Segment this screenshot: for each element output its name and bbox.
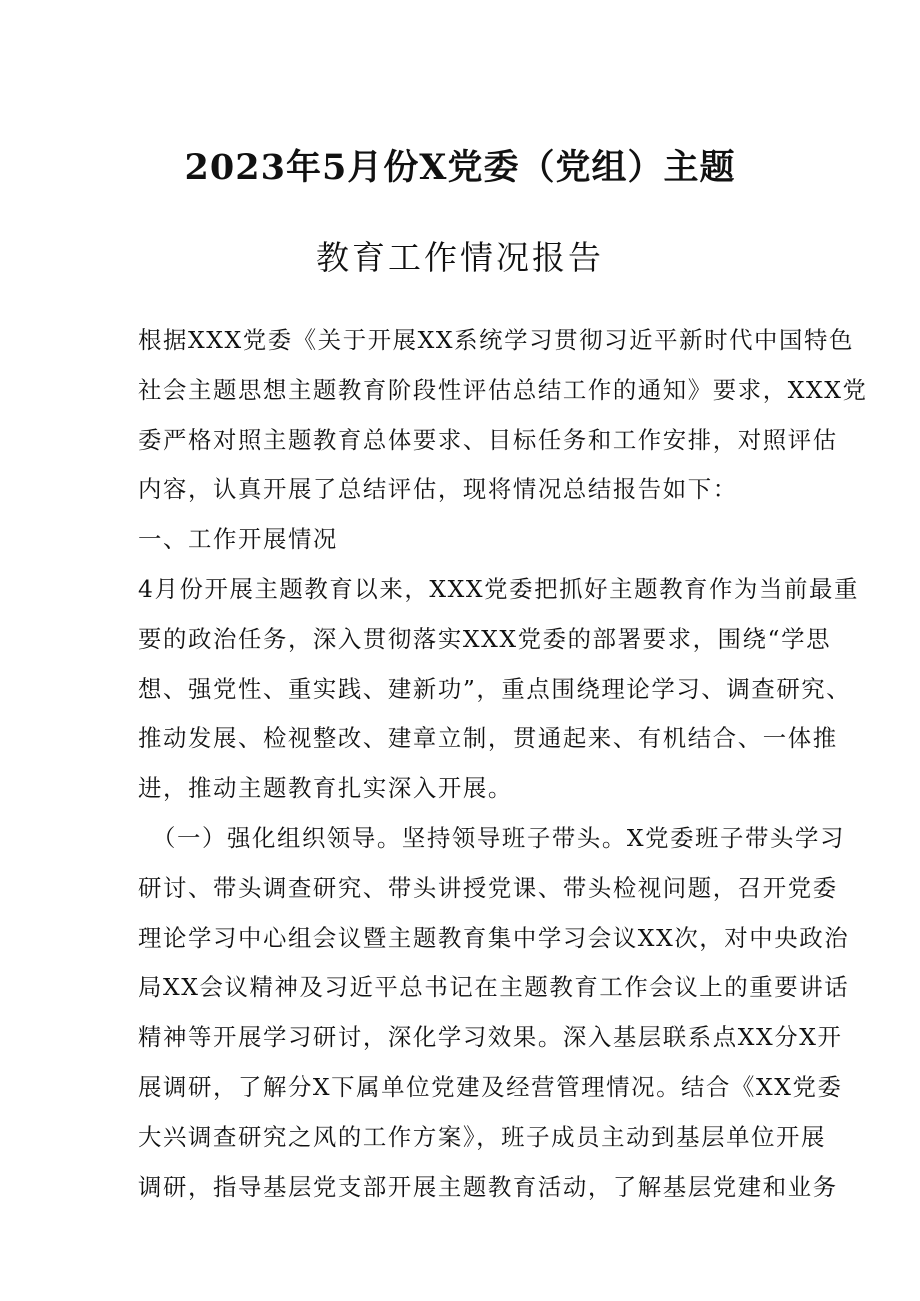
paragraph-line: 社会主题思想主题教育阶段性评估总结工作的通知》要求，XXX党 [138,375,868,404]
paragraph-line: 调研，指导基层党支部开展主题教育活动，了解基层党建和业务 [138,1172,838,1201]
paragraph-line: 要的政治任务，深入贯彻落实XXX党委的部署要求，围绕“学思 [138,624,832,653]
paragraph-line: 局XX会议精神及习近平总书记在主题教育工作会议上的重要讲话 [138,973,850,1002]
paragraph-line: 内容，认真开展了总结评估，现将情况总结报告如下： [138,475,738,504]
paragraph-line: 委严格对照主题教育总体要求、目标任务和工作安排，对照评估 [138,425,838,454]
subsection-heading-line: （一）强化组织领导。坚持领导班子带头。X党委班子带头学习 [152,823,845,852]
section-heading: 一、工作开展情况 [138,525,338,554]
paragraph-line: 4月份开展主题教育以来，XXX党委把抓好主题教育作为当前最重 [138,574,859,603]
document-body [138,316,868,1212]
paragraph-line: 进，推动主题教育扎实深入开展。 [138,774,513,803]
paragraph-line: 精神等开展学习研讨，深化学习效果。深入基层联系点XX分X开 [138,1023,843,1052]
document-title-line-2: 教育工作情况报告 [316,238,604,277]
paragraph-line: 根据XXX党委《关于开展XX系统学习贯彻习近平新时代中国特色 [138,326,855,354]
paragraph-line: 推动发展、检视整改、建章立制，贯通起来、有机结合、一体推 [138,724,838,753]
paragraph-line: 想、强党性、重实践、建新功”，重点围绕理论学习、调查研究、 [138,674,852,703]
paragraph-line: 大兴调查研究之风的工作方案》，班子成员主动到基层单位开展 [138,1122,827,1151]
paragraph-line: 展调研，了解分X下属单位党建及经营管理情况。结合《XX党委 [138,1072,843,1101]
paragraph-line: 理论学习中心组会议暨主题教育集中学习会议XX次，对中央政治 [138,923,850,952]
document-title-line-1: 2023年5月份X党委（党组）主题 [184,147,736,188]
paragraph-line: 研讨、带头调查研究、带头讲授党课、带头检视问题，召开党委 [138,873,838,902]
